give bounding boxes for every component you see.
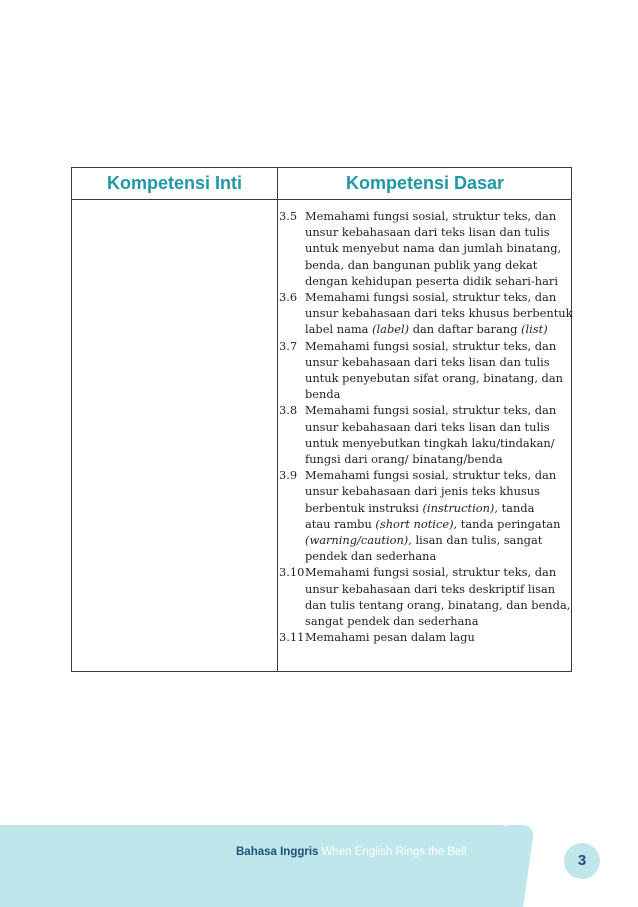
header-kompetensi-dasar: Kompetensi Dasar	[345, 173, 505, 193]
item-text: Memahami fungsi sosial, struktur teks, dan unsur kebahasaan dari teks khusus berbentuk label nama (label) dan daftar barang (list)	[305, 290, 573, 337]
item-number: 3.7	[279, 338, 298, 353]
item-number: 3.9	[279, 468, 298, 483]
item-text: Memahami fungsi sosial, struktur teks, dan unsur kebahasaan dari teks lisan dan tulis untuk penyebutan sifat orang, binatang, dan benda	[305, 338, 563, 402]
list-item-3-9	[278, 467, 568, 564]
table-header-row	[72, 168, 571, 200]
item-text: Memahami fungsi sosial, struktur teks, dan unsur kebahasaan dari jenis teks khusus berbentuk instruksi (instruction), tanda atau rambu (short notice), tanda peringatan (warning/caution), lisan dan tulis, sangat pendek dan sederhana	[305, 468, 561, 564]
list-item-3-7	[278, 338, 568, 403]
footer-subtitle: When English Rings the Bell	[321, 846, 467, 858]
item-number: 3.6	[279, 290, 298, 305]
item-text: Memahami fungsi sosial, struktur teks, dan unsur kebahasaan dari teks deskriptif lisan dan tulis tentang orang, binatang, dan benda, sangat pendek dan sederhana	[305, 565, 571, 629]
item-text: Memahami fungsi sosial, struktur teks, dan unsur kebahasaan dari teks lisan dan tulis untuk menyebut nama dan jumlah binatang, benda, dan bangunan publik yang dekat dengan kehidupan peserta didik sehari-hari	[305, 209, 562, 288]
competency-table	[71, 167, 572, 672]
list-item-3-8	[278, 402, 568, 467]
item-text: Memahami pesan dalam lagu	[305, 630, 475, 645]
footer-band	[0, 825, 515, 907]
list-item-3-6	[278, 289, 573, 338]
list-item-3-5	[278, 208, 568, 289]
item-number: 3.5	[279, 209, 298, 223]
footer-title	[236, 846, 467, 858]
item-number: 3.10	[279, 565, 305, 580]
kompetensi-dasar-list	[278, 208, 573, 645]
page-number: 3	[564, 843, 600, 879]
item-text: Memahami fungsi sosial, struktur teks, dan unsur kebahasaan dari teks lisan dan tulis untuk menyebutkan tingkah laku/tindakan/ fungsi dari orang/ binatang/benda	[305, 403, 557, 467]
item-number: 3.11	[279, 630, 305, 645]
list-item-3-11	[278, 629, 568, 645]
item-number: 3.8	[279, 403, 298, 418]
header-kompetensi-inti: Kompetensi Inti	[106, 173, 242, 193]
list-item-3-10	[278, 564, 571, 629]
footer-brand: Bahasa Inggris	[236, 846, 319, 858]
